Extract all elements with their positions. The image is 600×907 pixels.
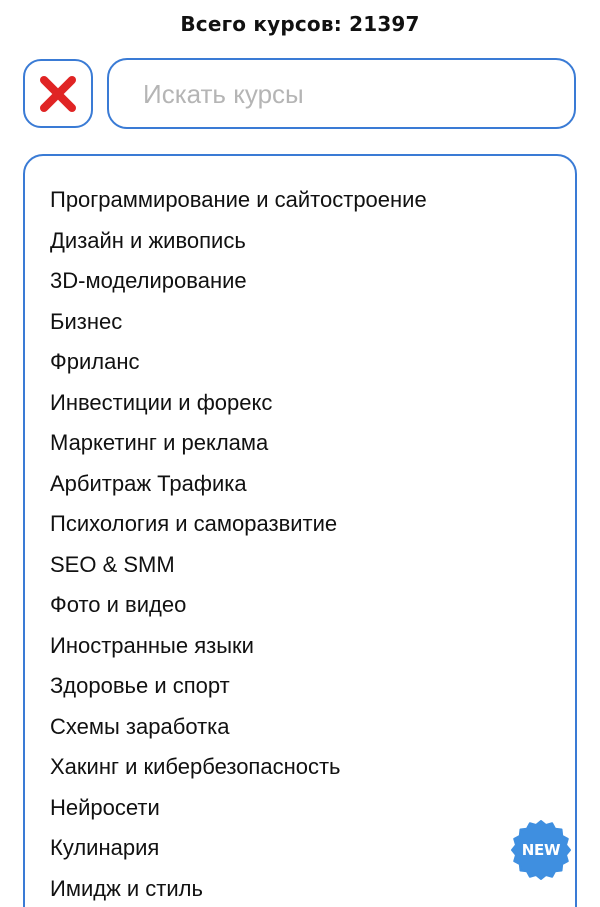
new-badge[interactable] bbox=[511, 820, 571, 880]
new-badge-label: NEW bbox=[521, 841, 561, 859]
category-list-panel bbox=[23, 154, 577, 907]
category-item[interactable]: Психология и саморазвитие bbox=[50, 511, 338, 536]
category-item[interactable]: Нейросети bbox=[50, 794, 160, 820]
category-item[interactable]: Арбитраж Трафика bbox=[50, 470, 247, 496]
category-list bbox=[50, 183, 427, 907]
category-item[interactable]: Дизайн и живопись bbox=[50, 227, 246, 253]
search-field[interactable] bbox=[107, 58, 576, 129]
category-item[interactable]: Фриланс bbox=[50, 349, 140, 374]
category-item[interactable]: Здоровье и спорт bbox=[50, 673, 230, 698]
category-item[interactable]: Хакинг и кибербезопасность bbox=[50, 754, 341, 779]
category-item[interactable]: Кулинария bbox=[50, 835, 160, 860]
close-icon bbox=[38, 74, 78, 114]
category-item[interactable]: SEO & SMM bbox=[50, 551, 175, 577]
category-item[interactable]: Программирование и сайтостроение bbox=[50, 187, 427, 212]
category-item[interactable]: Маркетинг и реклама bbox=[50, 430, 269, 455]
category-item[interactable]: Схемы заработка bbox=[50, 713, 230, 739]
category-item[interactable]: Фото и видео bbox=[50, 592, 187, 617]
category-item[interactable]: 3D-моделирование bbox=[50, 268, 247, 293]
category-item[interactable]: Иностранные языки bbox=[50, 632, 254, 658]
category-item[interactable]: Инвестиции и форекс bbox=[50, 389, 273, 415]
category-item[interactable]: Бизнес bbox=[50, 308, 123, 334]
category-item[interactable]: Имидж и стиль bbox=[50, 875, 203, 901]
total-courses-count: Всего курсов: 21397 bbox=[180, 12, 420, 36]
search-input[interactable] bbox=[143, 70, 543, 118]
clear-search-button[interactable] bbox=[23, 59, 93, 128]
